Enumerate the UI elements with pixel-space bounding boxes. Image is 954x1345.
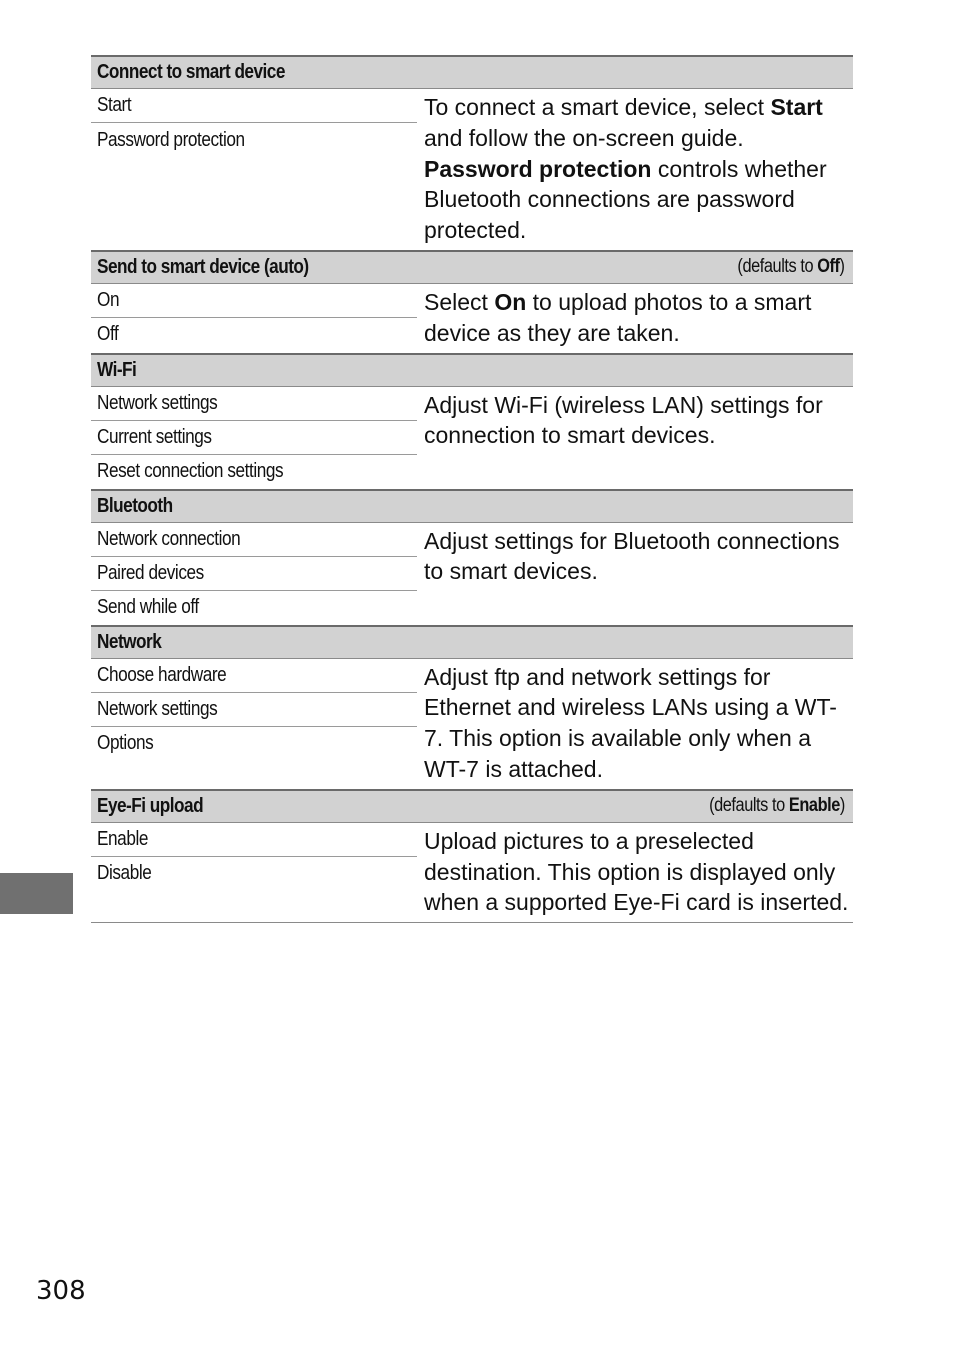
section-body [91,284,853,353]
menu-option-label: Choose hardware [97,663,227,686]
description-text: Adjust settings for Bluetooth connections to smart devices. [424,527,840,585]
section-title: Wi-Fi [97,358,137,381]
description-text: To connect a smart device, select [424,94,771,120]
menu-option-label: On [97,288,120,311]
options-column [91,89,417,250]
options-column [91,284,417,353]
default-suffix: ) [839,795,845,817]
menu-option-label: Paired devices [97,561,204,584]
menu-option [91,123,417,157]
menu-option [91,857,417,891]
menu-option-label: Send while off [97,596,199,619]
menu-option-label: Off [97,323,119,346]
menu-option-label: Network settings [97,391,218,414]
option-description [417,823,853,922]
menu-option [91,659,417,693]
menu-options-table [91,55,853,923]
description-text: and follow the on-screen guide. [424,124,744,151]
section-body [91,523,853,625]
menu-option [91,421,417,455]
section-title: Eye-Fi upload [97,794,204,817]
option-description [417,659,853,789]
default-prefix: (defaults to [737,256,818,278]
menu-option [91,387,417,421]
section-default-note [709,795,845,817]
description-text: Adjust ftp and network settings for Ethernet and wireless LANs using a WT-7. This option is available only when a WT-7 is attached. [424,663,837,782]
section-header [91,625,853,659]
description-emphasis: On [494,288,527,315]
option-description [417,523,853,625]
menu-option [91,284,417,318]
menu-option-label: Disable [97,862,152,885]
menu-option [91,693,417,727]
menu-option-label: Options [97,732,154,755]
menu-option [91,557,417,591]
default-prefix: (defaults to [709,795,789,817]
section-header [91,789,853,823]
default-suffix: ) [839,256,845,278]
description-text: to upload photos to a smart device as they are taken. [424,288,812,346]
menu-option [91,318,417,352]
section-title: Connect to smart device [97,61,285,83]
description-text: Select [424,288,495,315]
menu-option-label: Current settings [97,425,212,448]
default-value: Off [817,256,840,278]
section-title: Network [97,630,162,653]
menu-option [91,89,417,123]
menu-option-label: Password protection [97,128,245,151]
section-header [91,250,853,284]
section-body [91,89,853,250]
section-header [91,489,853,523]
page-number: 308 [36,1276,86,1306]
menu-option-label: Reset connection settings [97,460,284,483]
default-value: Enable [788,795,840,817]
section-title: Send to smart device (auto) [97,255,309,278]
options-column [91,387,417,489]
section-header [91,55,853,89]
option-description [417,284,853,353]
section-header [91,353,853,387]
description-emphasis: Password protection [424,155,652,182]
menu-option-label: Network settings [97,697,218,720]
description-emphasis: Start [770,94,823,120]
section-body [91,659,853,789]
menu-option-label: Network connection [97,527,241,550]
section-body [91,387,853,489]
description-text: controls whether Bluetooth connections are password protected. [424,155,827,244]
description-text: Upload pictures to a preselected destination. This option is displayed only when a supported Eye-Fi card is inserted. [424,827,849,916]
side-section-tab [0,873,73,914]
option-description [417,89,853,250]
section-default-note [738,256,845,278]
menu-option [91,523,417,557]
options-column [91,523,417,625]
menu-option [91,727,417,761]
description-text: Adjust Wi-Fi (wireless LAN) settings for connection to smart devices. [424,391,823,449]
options-column [91,659,417,789]
option-description [417,387,853,489]
menu-option-label: Enable [97,827,148,850]
menu-option [91,591,417,625]
menu-option [91,455,417,489]
options-column [91,823,417,922]
menu-option-label: Start [97,94,132,116]
section-body [91,823,853,922]
menu-option [91,823,417,857]
section-title: Bluetooth [97,494,173,517]
